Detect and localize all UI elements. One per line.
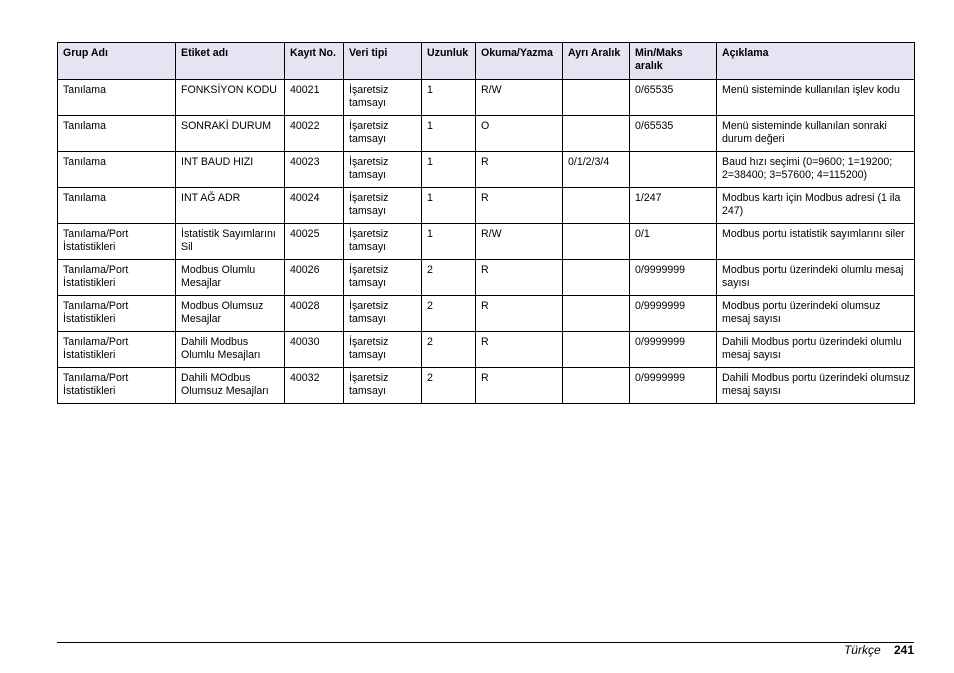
cell-length: 1 [422,116,476,152]
cell-data-type: İşaretsiz tamsayı [344,260,422,296]
cell-register-no: 40023 [285,152,344,188]
cell-group-name: Tanılama/Port İstatistikleri [58,332,176,368]
cell-read-write: R/W [476,80,563,116]
cell-tag-name: İstatistik Sayımlarını Sil [176,224,285,260]
cell-description: Menü sisteminde kullanılan işlev kodu [717,80,915,116]
cell-data-type: İşaretsiz tamsayı [344,224,422,260]
table-row [58,152,915,188]
cell-register-no: 40032 [285,368,344,404]
header-min-max-range: Min/Maks aralık [630,43,717,80]
table-body [58,80,915,404]
cell-read-write: O [476,116,563,152]
cell-register-no: 40026 [285,260,344,296]
header-description: Açıklama [717,43,915,80]
header-group-name: Grup Adı [58,43,176,80]
cell-discrete-range [563,116,630,152]
cell-tag-name: Dahili MOdbus Olumsuz Mesajları [176,368,285,404]
cell-group-name: Tanılama [58,116,176,152]
cell-description: Modbus portu üzerindeki olumlu mesaj sayısı [717,260,915,296]
cell-discrete-range [563,188,630,224]
table-row [58,224,915,260]
cell-group-name: Tanılama/Port İstatistikleri [58,368,176,404]
cell-register-no: 40028 [285,296,344,332]
cell-read-write: R [476,368,563,404]
cell-group-name: Tanılama/Port İstatistikleri [58,296,176,332]
cell-description: Dahili Modbus portu üzerindeki olumsuz mesaj sayısı [717,368,915,404]
page-number: 241 [893,643,914,657]
cell-data-type: İşaretsiz tamsayı [344,152,422,188]
cell-min-max-range: 0/65535 [630,80,717,116]
cell-discrete-range [563,80,630,116]
table-row [58,116,915,152]
cell-description: Dahili Modbus portu üzerindeki olumlu mesaj sayısı [717,332,915,368]
cell-length: 2 [422,332,476,368]
table-row [58,296,915,332]
cell-register-no: 40021 [285,80,344,116]
cell-data-type: İşaretsiz tamsayı [344,296,422,332]
cell-min-max-range: 0/65535 [630,116,717,152]
cell-min-max-range: 0/9999999 [630,368,717,404]
cell-discrete-range [563,260,630,296]
cell-data-type: İşaretsiz tamsayı [344,332,422,368]
cell-data-type: İşaretsiz tamsayı [344,368,422,404]
header-length: Uzunluk [422,43,476,80]
cell-tag-name: SONRAKİ DURUM [176,116,285,152]
cell-register-no: 40022 [285,116,344,152]
cell-tag-name: INT AĞ ADR [176,188,285,224]
cell-min-max-range: 0/1 [630,224,717,260]
cell-read-write: R [476,260,563,296]
cell-description: Baud hızı seçimi (0=9600; 1=19200; 2=38400; 3=57600; 4=115200) [717,152,915,188]
page-footer [844,643,914,657]
cell-min-max-range: 0/9999999 [630,296,717,332]
cell-description: Modbus portu istatistik sayımlarını siler [717,224,915,260]
cell-data-type: İşaretsiz tamsayı [344,80,422,116]
cell-read-write: R [476,152,563,188]
table-row [58,260,915,296]
cell-data-type: İşaretsiz tamsayı [344,116,422,152]
cell-read-write: R [476,332,563,368]
header-tag-name: Etiket adı [176,43,285,80]
cell-tag-name: FONKSİYON KODU [176,80,285,116]
cell-group-name: Tanılama/Port İstatistikleri [58,224,176,260]
cell-description: Menü sisteminde kullanılan sonraki durum değeri [717,116,915,152]
cell-length: 1 [422,80,476,116]
cell-tag-name: Modbus Olumlu Mesajlar [176,260,285,296]
cell-length: 1 [422,224,476,260]
table-row [58,80,915,116]
table-row [58,188,915,224]
cell-read-write: R/W [476,224,563,260]
cell-tag-name: Dahili Modbus Olumlu Mesajları [176,332,285,368]
cell-discrete-range: 0/1/2/3/4 [563,152,630,188]
cell-description: Modbus portu üzerindeki olumsuz mesaj sayısı [717,296,915,332]
cell-min-max-range: 0/9999999 [630,332,717,368]
cell-group-name: Tanılama/Port İstatistikleri [58,260,176,296]
header-read-write: Okuma/Yazma [476,43,563,80]
cell-length: 1 [422,188,476,224]
cell-group-name: Tanılama [58,152,176,188]
cell-group-name: Tanılama [58,80,176,116]
cell-length: 2 [422,260,476,296]
table-header-row [58,43,915,80]
cell-read-write: R [476,188,563,224]
cell-min-max-range [630,152,717,188]
cell-discrete-range [563,368,630,404]
cell-length: 2 [422,368,476,404]
cell-min-max-range: 1/247 [630,188,717,224]
modbus-register-table [57,42,915,404]
cell-length: 1 [422,152,476,188]
table-row [58,368,915,404]
cell-discrete-range [563,296,630,332]
table-row [58,332,915,368]
header-discrete-range: Ayrı Aralık [563,43,630,80]
cell-register-no: 40030 [285,332,344,368]
cell-tag-name: Modbus Olumsuz Mesajlar [176,296,285,332]
footer-language: Türkçe [843,643,881,657]
cell-length: 2 [422,296,476,332]
cell-read-write: R [476,296,563,332]
cell-data-type: İşaretsiz tamsayı [344,188,422,224]
cell-min-max-range: 0/9999999 [630,260,717,296]
cell-tag-name: INT BAUD HIZI [176,152,285,188]
cell-register-no: 40025 [285,224,344,260]
cell-discrete-range [563,224,630,260]
cell-discrete-range [563,332,630,368]
cell-description: Modbus kartı için Modbus adresi (1 ila 247) [717,188,915,224]
header-data-type: Veri tipi [344,43,422,80]
header-register-no: Kayıt No. [285,43,344,80]
footer-divider [57,642,914,643]
cell-register-no: 40024 [285,188,344,224]
cell-group-name: Tanılama [58,188,176,224]
